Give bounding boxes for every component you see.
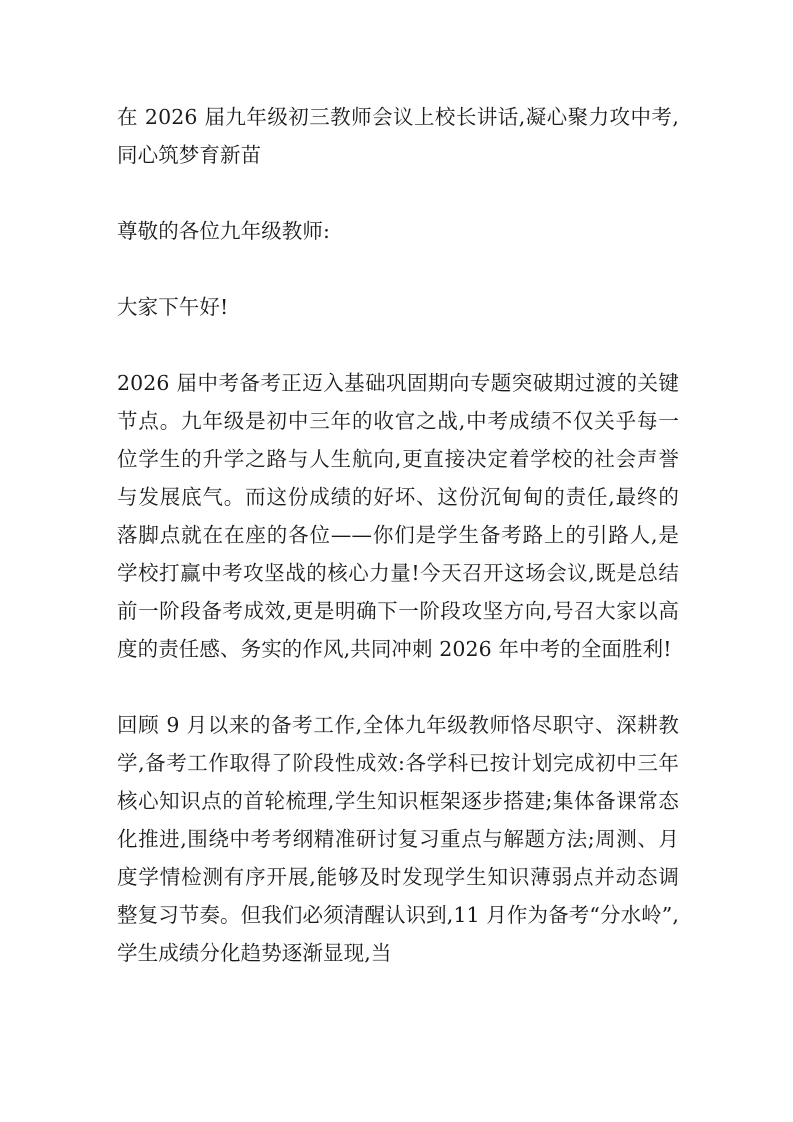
greeting-line: 大家下午好! [117,295,229,319]
body-paragraph-opening-remarks: 2026 届中考备考正迈入基础巩固期向专题突破期过渡的关键节点。九年级是初中三年的收官之战,中考成绩不仅关乎每一位学生的升学之路与人生航向,更直接决定着学校的社会声誉与发展底气。而这份成绩的好坏、这份沉甸甸的责任,最终的落脚点就在在座的各位——你们是学生备考路上的引路人,是学校打赢中考攻坚战的核心力量!今天召开这场会议,既是总结前一阶段备考成效,更是明确下一阶段攻坚方向,号召大家以高度的责任感、务实的作风,共同冲刺 2026 年中考的全面胜利! [117,371,679,661]
document-title: 在 2026 届九年级初三教师会议上校长讲话,凝心聚力攻中考,同心筑梦育新苗 [117,105,679,167]
salutation-line: 尊敬的各位九年级教师: [117,219,331,243]
body-paragraph-review-progress: 回顾 9 月以来的备考工作,全体九年级教师恪尽职守、深耕教学,备考工作取得了阶段性成效:各学科已按计划完成初中三年核心知识点的首轮梳理,学生知识框架逐步搭建;集体备课常态化推进,围绕中考考纲精准研讨复习重点与解题方法;周测、月度学情检测有序开展,能够及时发现学生知识薄弱点并动态调整复习节奏。但我们必须清醒认识到,11 月作为备考“分水岭”,学生成绩分化趋势逐渐显现,当 [117,713,679,965]
document-body [117,98,679,972]
